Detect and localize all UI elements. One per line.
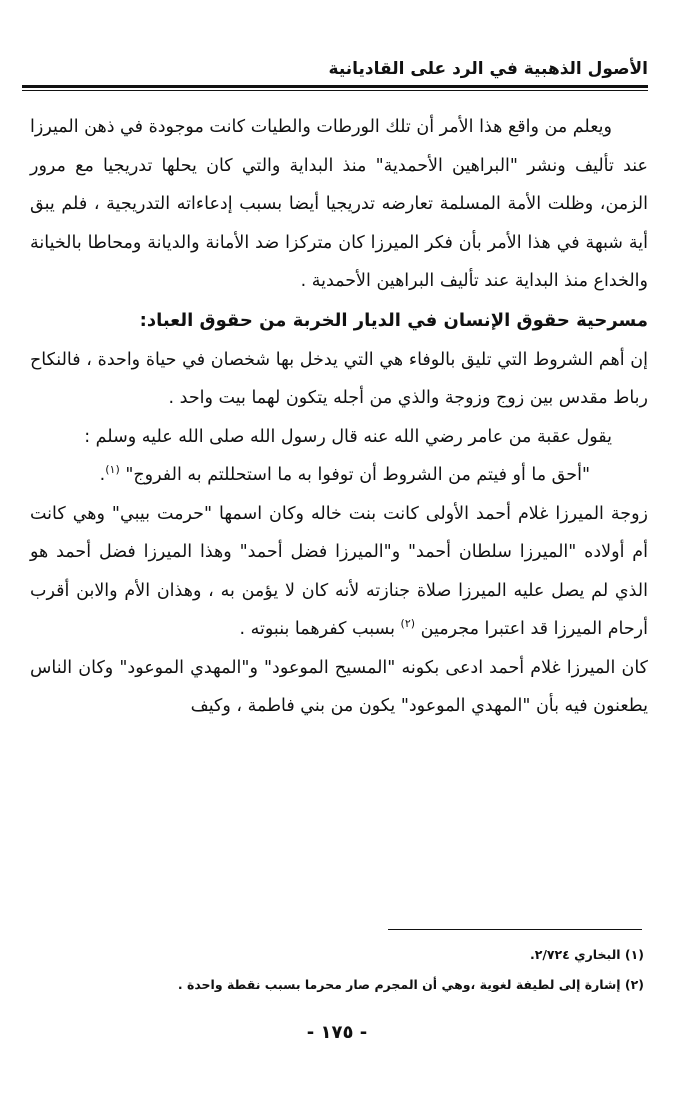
footnote-marker-2: (٢)	[400, 617, 416, 631]
running-header: الأصول الذهبية في الرد على القاديانية	[328, 59, 648, 79]
section-heading: مسرحية حقوق الإنسان في الديار الخربة من حقوق العباد:	[139, 309, 648, 331]
hadith-quote-text: "أحق ما أو فيتم من الشروط أن توفوا به ما استحللتم به الفروج"	[125, 465, 590, 485]
paragraph-2: إن أهم الشروط التي تليق بالوفاء هي التي يدخل بها شخصان في حياة واحدة ، فالنكاح رباط مقدس بين زوج وزوجة والذي من أجله يتكون لهما بيت واحد .	[30, 349, 648, 408]
footnote-rule	[388, 929, 642, 930]
footnote-marker-1: (١)	[105, 463, 120, 477]
header-rule	[22, 85, 648, 88]
header-rule-thin	[22, 90, 648, 91]
paragraph-3: يقول عقبة من عامر رضي الله عنه قال رسول الله صلى الله عليه وسلم :	[84, 426, 612, 447]
footnotes	[34, 940, 644, 1000]
page-number: - ١٧٥ -	[306, 1022, 368, 1043]
footnote-1: (١) البخاري ٢/٧٢٤.	[529, 947, 644, 962]
paragraph-4	[30, 495, 648, 649]
paragraph-4-text-b: بسبب كفرهما بنبوته .	[239, 619, 395, 639]
body-text	[30, 108, 648, 726]
footnote-2: (٢) إشارة إلى لطيفة لغوية ،وهي أن المجرم صار محرما بسبب نقطة واحدة .	[177, 977, 644, 992]
paragraph-1: ويعلم من واقع هذا الأمر أن تلك الورطات والطيات كانت موجودة في ذهن الميرزا عند تأليف ونشر "البراهين الأحمدية" منذ البداية والتي كان يحلها تدريجيا مع مرور الزمن، وظلت الأمة المسلمة تعارضه تدريجيا أيضا بسبب إدعاءاته التدريجية ، فلم يبق أية شبهة في هذا الأمر بأن فكر الميرزا كان متركزا ضد الأمانة والديانة ومحاطا بالخيانة والخداع منذ البداية عند تأليف البراهين الأحمدية .	[30, 117, 648, 291]
paragraph-5: كان الميرزا غلام أحمد ادعى بكونه "المسيح الموعود" و"المهدي الموعود" وكان الناس يطعنون فيه بأن "المهدي الموعود" يكون من بني فاطمة ، وكيف	[30, 657, 648, 716]
paragraph-4-text-a: زوجة الميرزا غلام أحمد الأولى كانت بنت خاله وكان اسمها "حرمت بيبي" وهي كانت أم أولاده "الميرزا سلطان أحمد" و"الميرزا فضل أحمد" وهذا الميرزا فضل أحمد هو الذي لم يصل عليه الميرزا صلاة جنازته لأنه كان لا يؤمن به ، وهذان الأم والابن أقرب أرحام الميرزا قد اعتبرا مجرمين	[30, 503, 648, 639]
hadith-quote: "أحق ما أو فيتم من الشروط أن توفوا به ما استحللتم به الفروج" $^{(١)}$.	[99, 463, 590, 485]
